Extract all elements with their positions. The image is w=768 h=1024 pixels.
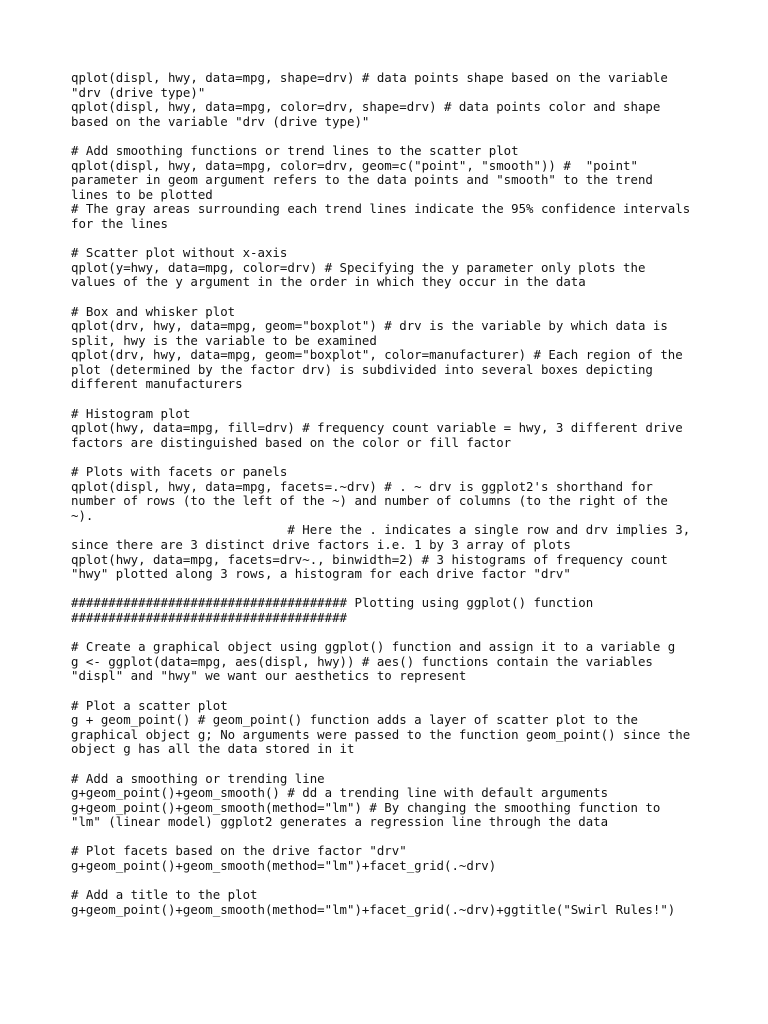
text-line: qplot(drv, hwy, data=mpg, geom="boxplot", color=manufacturer) # Each region of the (71, 347, 683, 363)
text-line: g <- ggplot(data=mpg, aes(displ, hwy)) # aes() functions contain the variables (71, 653, 653, 669)
text-line: lines to be plotted (71, 186, 213, 202)
blank-line (71, 684, 711, 699)
text-line: object g has all the data stored in it (71, 741, 355, 757)
blank-line (71, 874, 711, 889)
comment-line: # Histogram plot (71, 405, 191, 421)
text-line: qplot(y=hwy, data=mpg, color=drv) # Specifying the y parameter only plots the (71, 259, 646, 275)
text-line: qplot(displ, hwy, data=mpg, facets=.~drv) # . ~ drv is ggplot2's shorthand for (71, 478, 653, 494)
blank-line (71, 392, 711, 407)
text-line: g+geom_point()+geom_smooth(method="lm") # By changing the smoothing function to (71, 799, 661, 815)
blank-line (71, 290, 711, 305)
blank-line (71, 582, 711, 597)
document-page (71, 71, 711, 917)
comment-line: # Here the . indicates a single row and drv implies 3, (71, 522, 691, 538)
comment-line: # Plots with facets or panels (71, 464, 288, 480)
blank-line (71, 757, 711, 772)
text-line: graphical object g; No arguments were passed to the function geom_point() since the (71, 726, 691, 742)
blank-line (71, 450, 711, 465)
text-line: g+geom_point()+geom_smooth(method="lm")+facet_grid(.~drv)+ggtitle("Swirl Rules!") (71, 901, 676, 917)
text-line: since there are 3 distinct drive factors i.e. 1 by 3 array of plots (71, 537, 571, 552)
text-line: ~). (71, 507, 94, 523)
blank-line (71, 830, 711, 845)
comment-line: # Plot a scatter plot (71, 697, 228, 713)
text-line: for the lines (71, 215, 168, 231)
text-line: "displ" and "hwy" we want our aesthetics to represent (71, 668, 467, 684)
text-line: qplot(displ, hwy, data=mpg, color=drv, shape=drv) # data points color and shape (71, 99, 661, 115)
text-line: different manufacturers (71, 376, 243, 392)
text-line: values of the y argument in the order in which they occur in the data (71, 274, 586, 290)
text-line: g + geom_point() # geom_point() function adds a layer of scatter plot to the (71, 712, 638, 728)
comment-line: # Add smoothing functions or trend lines to the scatter plot (71, 142, 519, 158)
section-heading: ##################################### (71, 609, 348, 625)
comment-line: # Box and whisker plot (71, 303, 236, 319)
text-line: parameter in geom argument refers to the data points and "smooth" to the trend (71, 172, 653, 188)
comment-line: # Scatter plot without x-axis (71, 245, 288, 261)
blank-line (71, 232, 711, 247)
comment-line: # Add a title to the plot (71, 887, 258, 903)
text-line: g+geom_point()+geom_smooth() # dd a trending line with default arguments (71, 785, 609, 801)
text-line: "drv (drive type)" (71, 84, 206, 100)
text-line: g+geom_point()+geom_smooth(method="lm")+facet_grid(.~drv) (71, 858, 497, 874)
comment-line: # Create a graphical object using ggplot() function and assign it to a variable g (71, 639, 676, 655)
section-heading: ##################################### Plotting using ggplot() function (71, 595, 594, 611)
text-line: factors are distinguished based on the color or fill factor (71, 434, 512, 450)
text-line: split, hwy is the variable to be examined (71, 332, 377, 348)
comment-line: # The gray areas surrounding each trend lines indicate the 95% confidence intervals (71, 201, 691, 217)
blank-line (71, 626, 711, 641)
text-line: qplot(displ, hwy, data=mpg, shape=drv) # data points shape based on the variable (71, 70, 668, 85)
text-line: "hwy" plotted along 3 rows, a histogram for each drive factor "drv" (71, 566, 571, 582)
text-line: qplot(drv, hwy, data=mpg, geom="boxplot") # drv is the variable by which data is (71, 318, 668, 334)
text-line: based on the variable "drv (drive type)" (71, 113, 370, 129)
text-line: qplot(hwy, data=mpg, fill=drv) # frequency count variable = hwy, 3 different drive (71, 420, 683, 436)
text-line: "lm" (linear model) ggplot2 generates a regression line through the data (71, 814, 609, 830)
text-line: qplot(displ, hwy, data=mpg, color=drv, geom=c("point", "smooth")) # "point" (71, 157, 638, 173)
comment-line: # Add a smoothing or trending line (71, 770, 325, 786)
text-line: plot (determined by the factor drv) is subdivided into several boxes depicting (71, 361, 653, 377)
comment-line: # Plot facets based on the drive factor "drv" (71, 843, 407, 859)
text-line: number of rows (to the left of the ~) and number of columns (to the right of the (71, 493, 668, 509)
blank-line (71, 129, 711, 144)
text-line: qplot(hwy, data=mpg, facets=drv~., binwidth=2) # 3 histograms of frequency count (71, 551, 668, 567)
